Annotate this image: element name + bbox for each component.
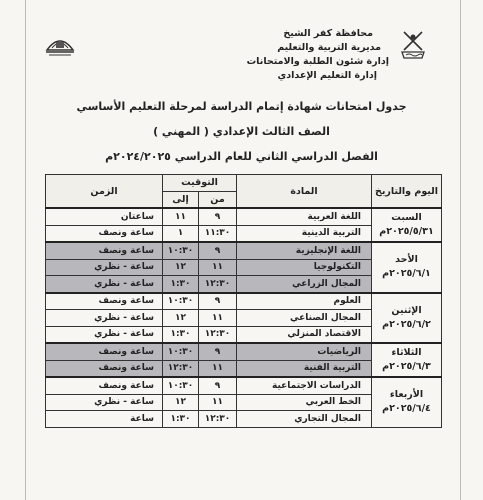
subject-cell: الدراسات الاجتماعية bbox=[237, 377, 372, 394]
header-prep-education: إدارة التعليم الإعدادي bbox=[277, 70, 377, 81]
from-time-cell: ١١ bbox=[199, 310, 237, 327]
to-time-cell: ١٢:٣٠ bbox=[163, 360, 199, 377]
header-subject: المادة bbox=[237, 175, 372, 209]
day-name: السبت bbox=[391, 212, 422, 223]
to-time-cell: ١٠:٣٠ bbox=[163, 293, 199, 310]
to-time-cell: ١٠:٣٠ bbox=[163, 242, 199, 259]
subject-cell: المجال التجاري bbox=[237, 411, 372, 428]
from-time-cell: ١١ bbox=[199, 394, 237, 411]
to-time-cell: ١٢ bbox=[163, 259, 199, 276]
header-directorate: مديرية التربية والتعليم bbox=[277, 42, 381, 53]
duration-cell: ساعة ونصف bbox=[46, 343, 163, 360]
to-time-cell: ١١ bbox=[163, 208, 199, 225]
from-time-cell: ١١ bbox=[199, 259, 237, 276]
to-time-cell: ١:٣٠ bbox=[163, 276, 199, 293]
subject-cell: العلوم bbox=[237, 293, 372, 310]
exam-schedule-table bbox=[45, 174, 442, 428]
table-row bbox=[46, 208, 442, 225]
to-time-cell: ١ bbox=[163, 225, 199, 242]
from-time-cell: ٩ bbox=[199, 377, 237, 394]
header-from: من bbox=[199, 191, 237, 208]
duration-cell: ساعة ونصف bbox=[46, 377, 163, 394]
subject-cell: الخط العربي bbox=[237, 394, 372, 411]
governorate-logo-icon bbox=[398, 28, 428, 62]
to-time-cell: ١٠:٣٠ bbox=[163, 377, 199, 394]
from-time-cell: ٩ bbox=[199, 208, 237, 225]
duration-cell: ساعة - نظري bbox=[46, 310, 163, 327]
from-time-cell: ١٢:٣٠ bbox=[199, 326, 237, 343]
to-time-cell: ١٢ bbox=[163, 310, 199, 327]
subject-cell: التربية الدينية bbox=[237, 225, 372, 242]
subject-cell: الاقتصاد المنزلي bbox=[237, 326, 372, 343]
day-date-cell bbox=[372, 343, 442, 377]
duration-cell: ساعة - نظري bbox=[46, 276, 163, 293]
header-governorate: محافظة كفر الشيخ bbox=[283, 28, 373, 39]
from-time-cell: ٩ bbox=[199, 343, 237, 360]
day-date-cell bbox=[372, 208, 442, 242]
day-name: الإثنين bbox=[391, 304, 422, 316]
subject-cell: اللغة الإنجليزية bbox=[237, 242, 372, 259]
duration-cell: ساعة ونصف bbox=[46, 293, 163, 310]
to-time-cell: ١٢ bbox=[163, 394, 199, 411]
day-date-cell bbox=[372, 242, 442, 293]
table-row bbox=[46, 377, 442, 394]
header-timing: التوقيت bbox=[163, 175, 237, 192]
day-name: الأحد bbox=[395, 254, 418, 266]
subject-cell: التكنولوجيا bbox=[237, 259, 372, 276]
duration-cell: ساعة ونصف bbox=[46, 242, 163, 259]
to-time-cell: ١:٣٠ bbox=[163, 326, 199, 343]
duration-cell: ساعتان bbox=[46, 208, 163, 225]
subject-cell: المجال الصناعي bbox=[237, 310, 372, 327]
duration-cell: ساعة - نظري bbox=[46, 259, 163, 276]
day-date-cell bbox=[372, 293, 442, 344]
subject-cell: اللغة العربية bbox=[237, 208, 372, 225]
duration-cell: ساعة ونصف bbox=[46, 225, 163, 242]
header-duration: الزمن bbox=[46, 175, 163, 209]
grade-title: الصف الثالث الإعدادي ( المهني ) bbox=[153, 125, 330, 138]
to-time-cell: ١:٣٠ bbox=[163, 411, 199, 428]
header-to: إلى bbox=[163, 191, 199, 208]
day-name: الثلاثاء bbox=[391, 347, 422, 358]
duration-cell: ساعة - نظري bbox=[46, 394, 163, 411]
from-time-cell: ٩ bbox=[199, 242, 237, 259]
from-time-cell: ٩ bbox=[199, 293, 237, 310]
ministry-logo-icon bbox=[43, 30, 77, 60]
duration-cell: ساعة ونصف bbox=[46, 360, 163, 377]
duration-cell: ساعة bbox=[46, 411, 163, 428]
subject-cell: التربية الفنية bbox=[237, 360, 372, 377]
subject-cell: المجال الزراعي bbox=[237, 276, 372, 293]
from-time-cell: ١١ bbox=[199, 360, 237, 377]
table-row bbox=[46, 293, 442, 310]
exam-date: ٢٠٢٥/٥/٣١م bbox=[379, 226, 434, 237]
from-time-cell: ١٢:٣٠ bbox=[199, 411, 237, 428]
from-time-cell: ١٢:٣٠ bbox=[199, 276, 237, 293]
term-title: الفصل الدراسي الثاني للعام الدراسي ٢٠٢٤/٢٠٢٥م bbox=[105, 150, 378, 163]
duration-cell: ساعة - نظري bbox=[46, 326, 163, 343]
table-row bbox=[46, 343, 442, 360]
exam-date: ٢٠٢٥/٦/٢م bbox=[382, 318, 431, 330]
to-time-cell: ١٠:٣٠ bbox=[163, 343, 199, 360]
main-title: جدول امتحانات شهادة إتمام الدراسة لمرحلة التعليم الأساسي bbox=[76, 100, 407, 113]
day-date-cell bbox=[372, 377, 442, 427]
day-name: الأربعاء bbox=[389, 389, 424, 401]
subject-cell: الرياضيات bbox=[237, 343, 372, 360]
from-time-cell: ١١:٣٠ bbox=[199, 225, 237, 242]
exam-date: ٢٠٢٥/٦/١م bbox=[382, 268, 431, 280]
exam-date: ٢٠٢٥/٦/٤م bbox=[382, 403, 431, 415]
table-row bbox=[46, 242, 442, 259]
header-students-affairs: إدارة شئون الطلبة والامتحانات bbox=[246, 56, 389, 67]
exam-date: ٢٠٢٥/٦/٣م bbox=[382, 361, 431, 372]
header-day-date: اليوم والتاريخ bbox=[372, 175, 442, 209]
